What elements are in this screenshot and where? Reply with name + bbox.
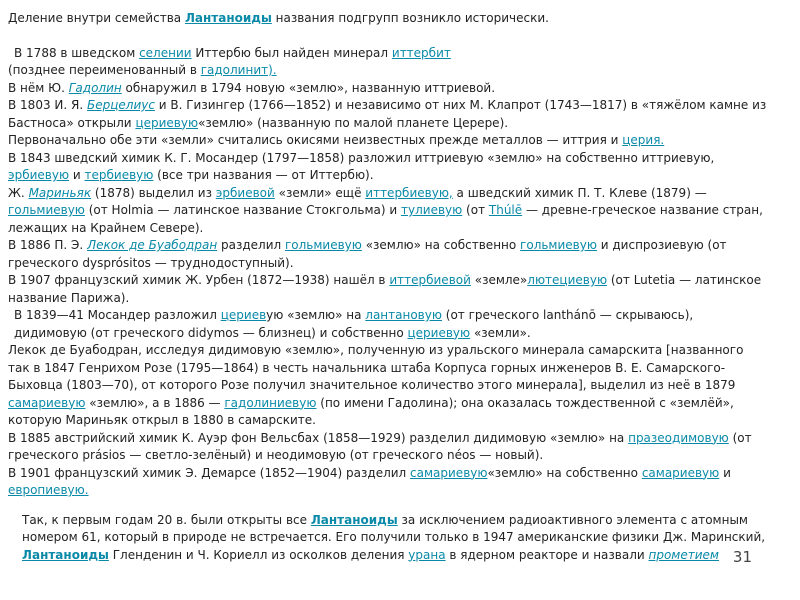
text-segment: В 1788 в шведском [14, 45, 140, 60]
text-segment: разделил [217, 238, 285, 252]
article-text [8, 10, 768, 564]
hyperlink[interactable]: цериевую [135, 115, 199, 130]
hyperlink[interactable]: урана [408, 547, 446, 562]
text-segment: обнаружил в 1794 новую «землю», названную иттриевой. [121, 80, 496, 95]
hyperlink[interactable]: празеодимовую [628, 430, 729, 445]
text-segment: (по имени Гадолина); она оказалась тождественной с «землёй», которую Мариньяк открыл в 1880 в самарските. [8, 395, 734, 427]
hyperlink[interactable]: Мариньяк [28, 185, 92, 200]
text-segment: Иттербю был найден минерал [191, 45, 392, 60]
hyperlink[interactable]: эрбиевой [215, 185, 275, 200]
hyperlink[interactable]: иттербиевую, [365, 185, 453, 200]
hyperlink[interactable]: гадолинит). [200, 63, 277, 77]
text-segment: В 1885 австрийский химик К. Ауэр фон Вельсбах (1858—1929) разделил дидимовую «землю» на [8, 430, 629, 445]
hyperlink[interactable]: цериев [220, 308, 267, 322]
hyperlink[interactable]: гольмиевую [284, 238, 362, 252]
text-segment: (все три названия — от Иттербю). [153, 168, 374, 182]
text-segment: Первоначально обе эти «земли» считались окисями неизвестных прежде металлов — иттрия и [8, 133, 623, 147]
hyperlink[interactable]: иттербиевой [389, 273, 471, 287]
text-segment: В 1803 И. Я. [8, 98, 87, 112]
hyperlink[interactable]: Лантаноиды [310, 512, 398, 527]
text-segment: В 1901 французский химик Э. Демарсе (1852—1904) разделил [8, 465, 411, 480]
hyperlink[interactable]: гольмиевую [520, 238, 597, 252]
hyperlink[interactable]: тербиевую [84, 168, 154, 182]
text-segment: и [719, 465, 731, 480]
paragraph-line [8, 237, 768, 272]
paragraph-line [8, 150, 768, 185]
hyperlink[interactable]: самариевую [410, 465, 488, 480]
hyperlink[interactable]: самариевую [641, 465, 720, 480]
text-segment: а шведский химик П. Т. Клеве (1879) — [452, 185, 707, 200]
hyperlink[interactable]: лантановую [365, 308, 442, 322]
hyperlink[interactable]: Лантаноиды [184, 11, 272, 25]
text-segment: (от греческого lanthánō — скрываюсь), дидимовую (от греческого didymos — близнец) и собственно [14, 308, 694, 340]
text-segment: В 1907 французский химик Ж. Урбен (1872—1938) нашёл в [8, 273, 390, 287]
paragraph-line [8, 132, 768, 150]
text-segment: «землю» на собственно [487, 465, 642, 480]
text-segment: (от греческого prásios — светло-зелёный) и неодимовую (от греческого néos — новый). [8, 430, 752, 462]
text-segment: (от Lutetia — латинское название Парижа). [8, 273, 762, 305]
text-segment: (от [462, 203, 489, 217]
hyperlink[interactable]: лютециевую [527, 273, 608, 287]
text-segment: В 1843 шведский химик К. Г. Мосандер (1797—1858) разложил иттриевую «землю» на собственно иттриевую, [8, 150, 715, 165]
text-segment: в ядерном реакторе и назвали [445, 547, 649, 562]
hyperlink[interactable]: самариевую [8, 395, 86, 410]
text-segment: названия подгрупп возникло исторически. [271, 11, 549, 25]
text-segment: «землю» (названную по малой планете Церере). [198, 115, 509, 130]
paragraph-line [8, 10, 768, 28]
hyperlink[interactable]: Thúlē [488, 203, 523, 217]
text-segment: и диспрозиевую (от греческого dysprósitos — труднодоступный). [8, 238, 727, 270]
hyperlink[interactable]: Лекок де Буабодран [87, 238, 218, 252]
hyperlink[interactable]: иттербит [391, 45, 451, 60]
paragraph-line [8, 430, 768, 465]
paragraph-line [8, 512, 768, 565]
text-segment: (1878) выделил из [91, 185, 216, 200]
text-segment: и В. Гизингер (1766—1852) и независимо от них М. Клапрот (1743—1817) в «тяжёлом камне из Бастноса» открыли [8, 98, 767, 130]
text-segment: «землю» на собственно [361, 238, 521, 252]
text-segment: и [69, 168, 85, 182]
text-segment: Деление внутри семейства [8, 11, 185, 25]
hyperlink[interactable]: Лантаноиды [22, 547, 109, 562]
hyperlink[interactable]: гольмиевую [8, 203, 85, 217]
text-segment: Гленденин и Ч. Кориелл из осколков деления [108, 547, 409, 562]
text-segment: Так, к первым годам 20 в. были открыты все [22, 512, 311, 527]
hyperlink[interactable]: церия. [622, 133, 665, 147]
paragraph-line [8, 45, 768, 63]
text-segment: В 1886 П. Э. [8, 238, 88, 252]
paragraph-line [8, 185, 768, 238]
text-segment: В нём Ю. [8, 80, 69, 95]
hyperlink[interactable]: цериевую [407, 325, 471, 340]
paragraph-line [8, 97, 768, 132]
hyperlink[interactable]: эрбиевую [8, 168, 70, 182]
hyperlink[interactable]: Берцелиус [86, 98, 155, 112]
paragraph-line [8, 80, 768, 98]
text-segment: «земле» [470, 273, 528, 287]
hyperlink[interactable]: гадолиниевую [224, 395, 317, 410]
text-segment: «земли» ещё [274, 185, 366, 200]
text-segment: ую «землю» на [266, 308, 366, 322]
text-segment: (позднее переименованный в [8, 63, 201, 77]
paragraph-line [8, 307, 768, 342]
hyperlink[interactable]: Гадолин [68, 80, 122, 95]
text-segment: Ж. [8, 185, 29, 200]
page-number: 31 [732, 548, 752, 566]
paragraph-line [8, 62, 768, 80]
hyperlink[interactable]: тулиевую [401, 203, 463, 217]
hyperlink[interactable]: селении [139, 45, 192, 60]
paragraph-line [8, 342, 768, 430]
hyperlink[interactable]: прометием [648, 547, 719, 562]
text-segment: В 1839—41 Мосандер разложил [14, 308, 221, 322]
paragraph-line [8, 465, 768, 500]
text-segment: «землю», а в 1886 — [85, 395, 225, 410]
paragraph-line [8, 272, 768, 307]
text-segment: Лекок де Буабодран, исследуя дидимовую «землю», полученную из уральского минерала самарскита [названного так в 1847 Генрихом Розе (1795—1864) в честь начальника штаба Корпуса горных инженеров В. Е. Самарского-Быховца (1803—70), от которого Розе получил значительное количество этого минерала], выделил из неё в 1879 [8, 343, 744, 392]
text-segment: — древне-греческое название стран, лежащих на Крайнем Севере). [8, 203, 763, 235]
text-segment: (от Holmia — латинское название Стокгольма) и [84, 203, 402, 217]
text-segment: за исключением радиоактивного элемента с атомным номером 61, который в природе не встречается. Его получили только в 1947 американские физики Дж. Маринский, [22, 512, 766, 544]
hyperlink[interactable]: европиевую. [8, 483, 89, 497]
text-segment: «земли». [470, 325, 531, 340]
